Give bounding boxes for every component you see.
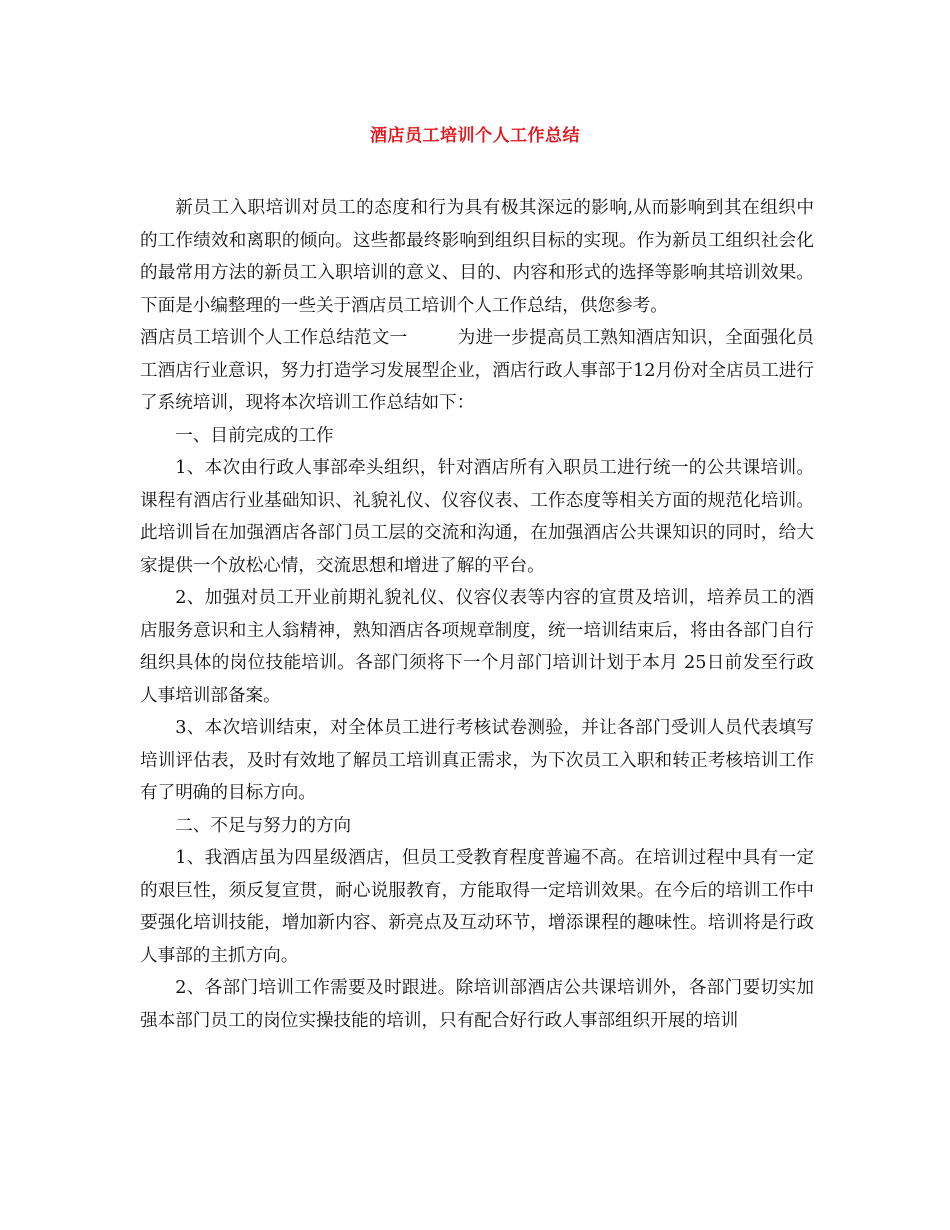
section2-item2: 2、各部门培训工作需要及时跟进。除培训部酒店公共课培训外，各部门要切实加强本部门员工的岗位实操技能的培训，只有配合好行政人事部组织开展的培训 (140, 978, 814, 1031)
section1-item1: 1、本次由行政人事部牵头组织，针对酒店所有入职员工进行统一的公共课培训。课程有酒店行业基础知识、礼貌礼仪、仪容仪表、工作态度等相关方面的规范化培训。此培训旨在加强酒店各部门员工层的交流和沟通，在加强酒店公共课知识的同时，给大家提供一个放松心情，交流思想和增进了解的平台。 (140, 458, 814, 576)
document-title: 酒店员工培训个人工作总结 (370, 126, 580, 146)
section1-item3: 3、本次培训结束，对全体员工进行考核试卷测验，并让各部门受训人员代表填写培训评估表，及时有效地了解员工培训真正需求，为下次员工入职和转正考核培训工作有了明确的目标方向。 (140, 718, 814, 803)
section2-item1: 1、我酒店虽为四星级酒店，但员工受教育程度普遍不高。在培训过程中具有一定的艰巨性，须反复宣贯，耐心说服教育，方能取得一定培训效果。在今后的培训工作中要强化培训技能，增加新内容、新亮点及互动环节，增添课程的趣味性。培训将是行政人事部的主抓方向。 (140, 848, 814, 966)
intro-paragraph: 新员工入职培训对员工的态度和行为具有极其深远的影响,从而影响到其在组织中的工作绩效和离职的倾向。这些都最终影响到组织目标的实现。作为新员工组织社会化的最常用方法的新员工入职培训的意义、目的、内容和形式的选择等影响其培训效果。下面是小编整理的一些关于酒店员工培训个人工作总结，供您参考。 (140, 198, 814, 316)
section2-heading: 二、不足与努力的方向 (175, 815, 352, 836)
section1-item2: 2、加强对员工开业前期礼貌礼仪、仪容仪表等内容的宣贯及培训，培养员工的酒店服务意识和主人翁精神，熟知酒店各项规章制度，统一培训结束后，将由各部门自行组织具体的岗位技能培训。各部门须将下一个月部门培训计划于本月 25日前发至行政人事培训部备案。 (140, 588, 814, 706)
sample-paragraph (140, 322, 814, 420)
document-body (140, 192, 814, 1037)
section1-heading: 一、目前完成的工作 (175, 425, 334, 446)
sample-text: 为进一步提高员工熟知酒店知识，全面强化员工酒店行业意识，努力打造学习发展型企业，酒店行政人事部于12月份对全店员工进行了系统培训，现将本次培训工作总结如下： (140, 328, 814, 413)
sample-label: 酒店员工培训个人工作总结范文一 (140, 328, 408, 348)
